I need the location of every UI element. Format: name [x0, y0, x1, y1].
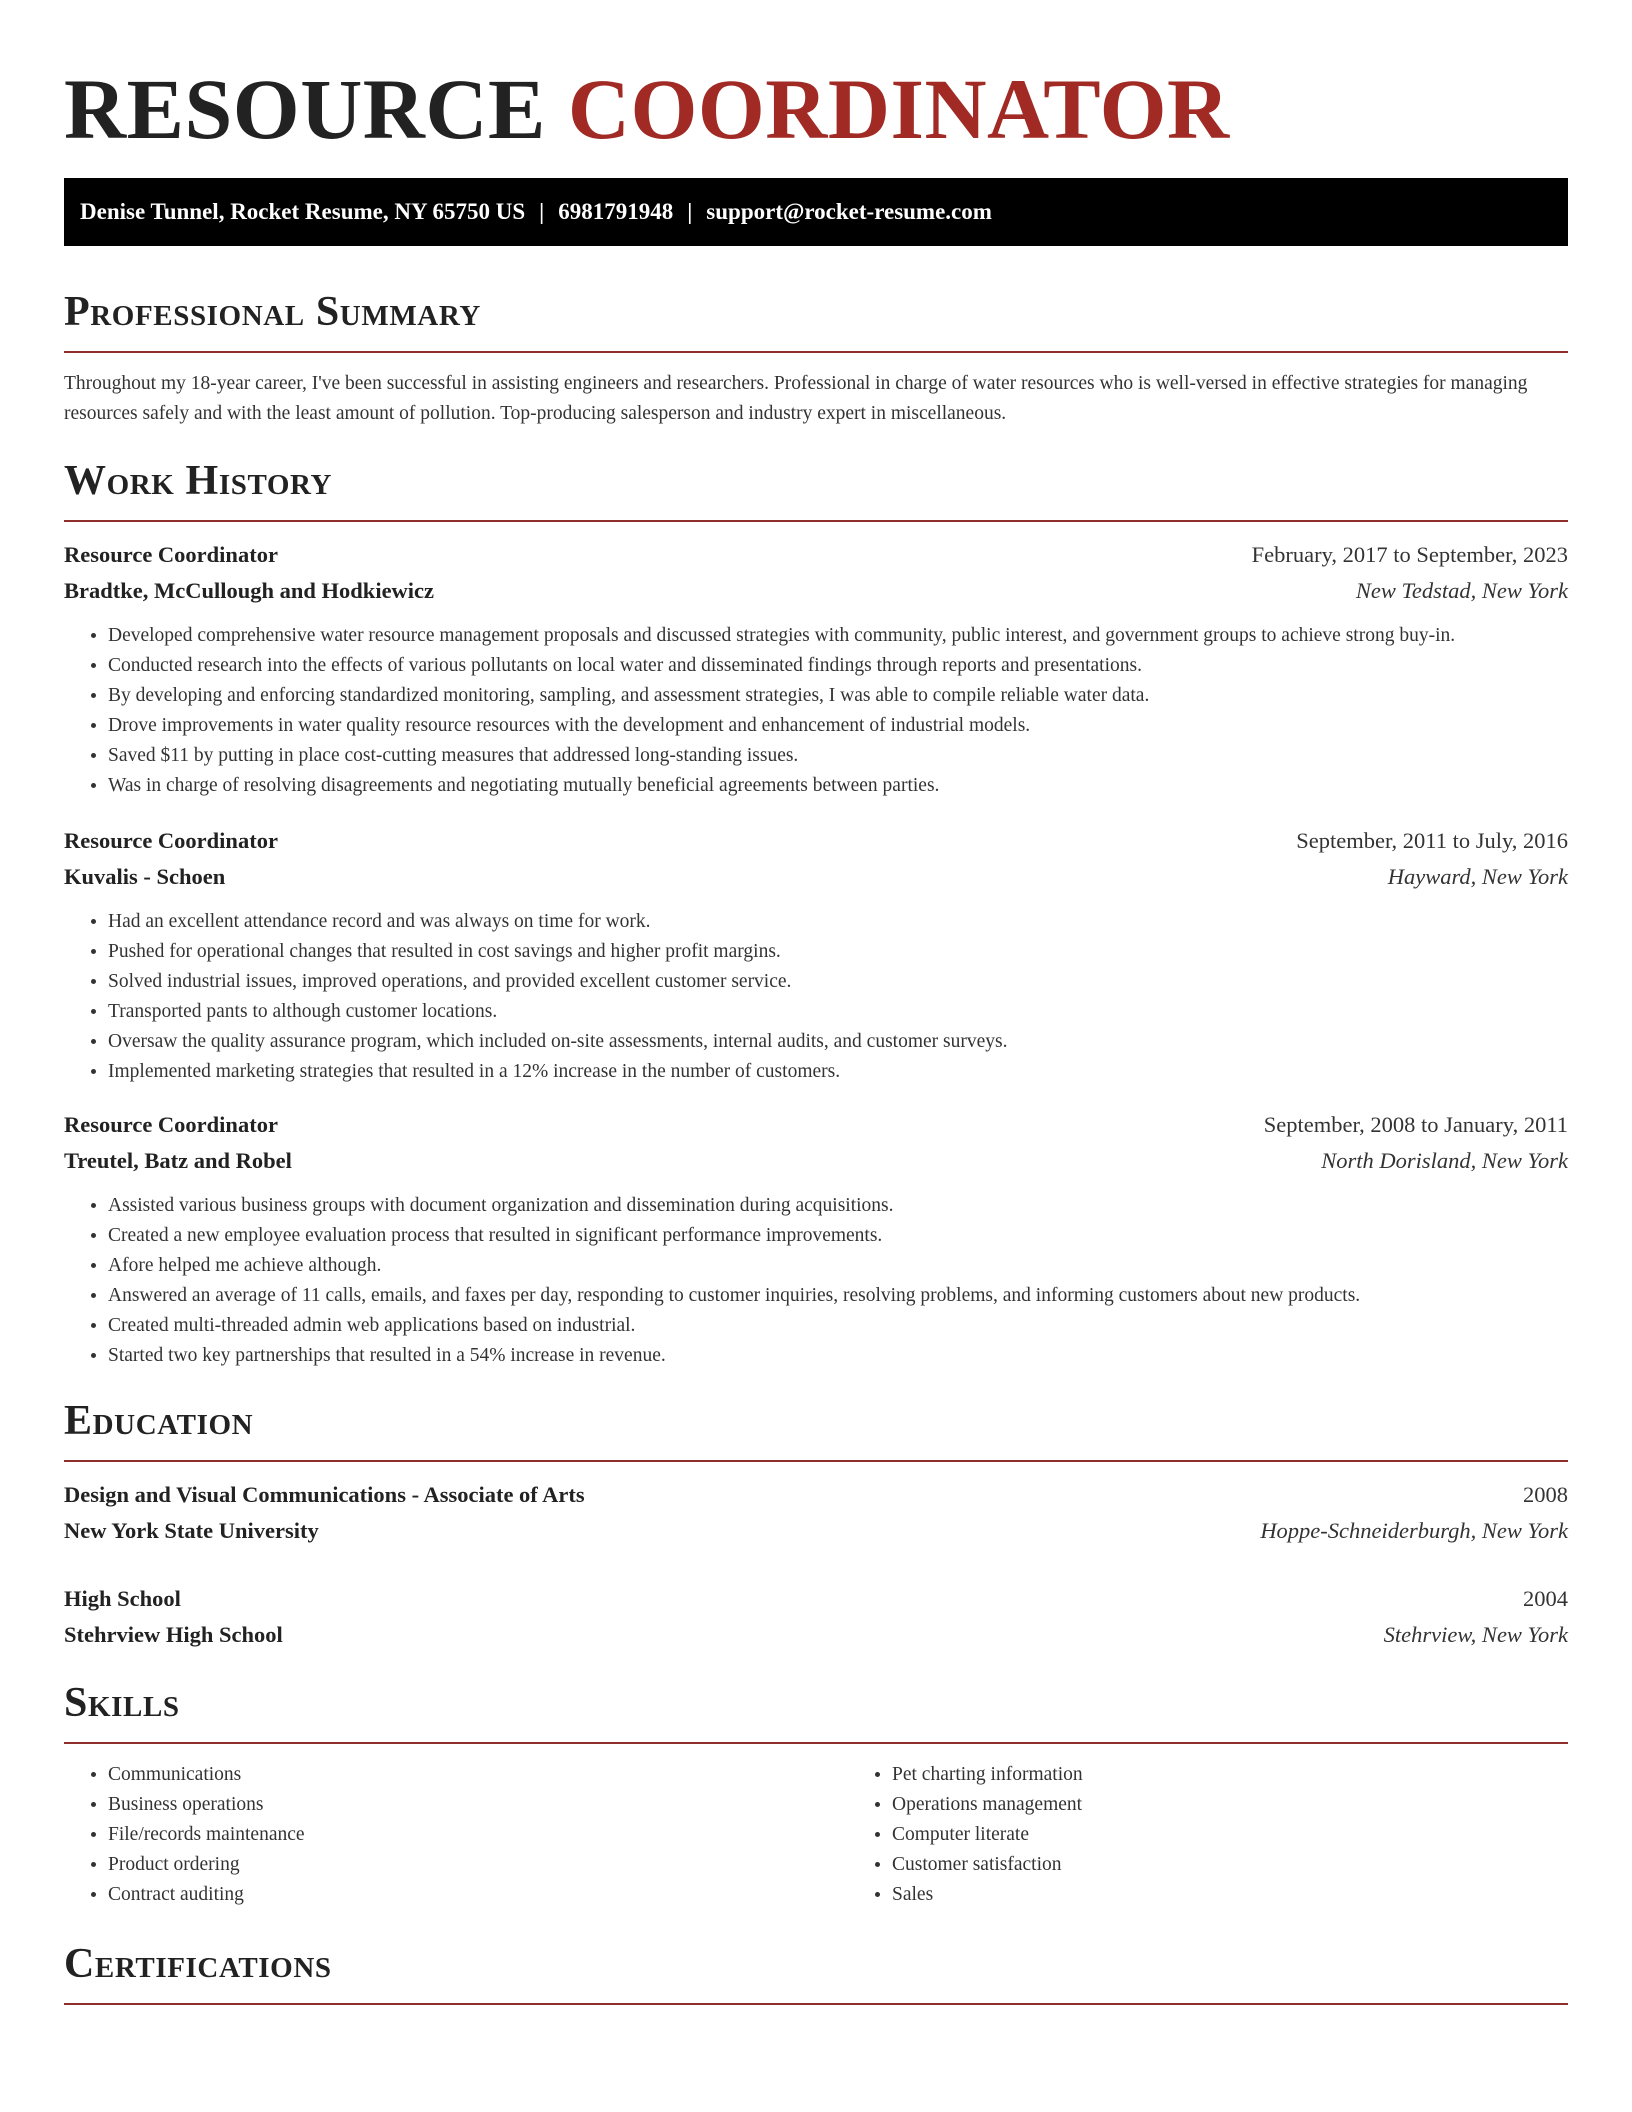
job-bullet: • Afore helped me achieve although.	[108, 1251, 1568, 1281]
title-part-1: RESOURCE	[64, 61, 546, 157]
job-bullet: • Implemented marketing strategies that resulted in a 12% increase in the number of customers.	[108, 1057, 1568, 1087]
job-entry	[64, 823, 1568, 1087]
job-bullet: • Was in charge of resolving disagreements and negotiating mutually beneficial agreements between parties.	[108, 771, 1568, 801]
contact-bar	[64, 178, 1568, 246]
contact-email: support@rocket-resume.com	[706, 199, 992, 224]
section-divider	[64, 1742, 1568, 1744]
section-divider	[64, 351, 1568, 353]
education-school-row	[64, 1513, 1568, 1549]
resume-title	[64, 56, 1568, 162]
job-bullet: • Started two key partnerships that resulted in a 54% increase in revenue.	[108, 1341, 1568, 1371]
education-entry	[64, 1477, 1568, 1549]
skill-item: • Communications	[108, 1760, 848, 1790]
skill-item: • Sales	[892, 1880, 1632, 1910]
education-degree: High School	[64, 1586, 181, 1611]
job-company: Bradtke, McCullough and Hodkiewicz	[64, 578, 435, 603]
section-divider	[64, 520, 1568, 522]
job-bullets	[64, 621, 1568, 801]
summary-heading: Professional Summary	[64, 289, 481, 335]
contact-separator: |	[687, 199, 693, 224]
job-bullet: • By developing and enforcing standardized monitoring, sampling, and assessment strategies, I was able to compile reliable water data.	[108, 681, 1568, 711]
education-location: Stehrview, New York	[1383, 1622, 1568, 1647]
job-bullets	[64, 907, 1568, 1087]
skill-item: • Computer literate	[892, 1820, 1632, 1850]
job-bullet: • Transported pants to although customer locations.	[108, 997, 1568, 1027]
job-header	[64, 823, 1568, 859]
job-bullet: • Assisted various business groups with document organization and dissemination during acquisitions.	[108, 1191, 1568, 1221]
job-location: North Dorisland, New York	[1321, 1148, 1568, 1173]
skills-heading: Skills	[64, 1680, 180, 1726]
contact-separator: |	[539, 199, 545, 224]
job-company: Treutel, Batz and Robel	[64, 1148, 292, 1173]
section-divider	[64, 1460, 1568, 1462]
skills-list	[64, 1760, 1568, 1910]
job-bullet: • Created a new employee evaluation process that resulted in significant performance improvements.	[108, 1221, 1568, 1251]
job-header	[64, 537, 1568, 573]
education-heading: Education	[64, 1398, 254, 1444]
job-company-row	[64, 573, 1568, 609]
skill-item: • File/records maintenance	[108, 1820, 848, 1850]
education-header	[64, 1477, 1568, 1513]
job-bullet: • Oversaw the quality assurance program, which included on-site assessments, internal audits, and customer surveys.	[108, 1027, 1568, 1057]
job-bullet: • Pushed for operational changes that resulted in cost savings and higher profit margins.	[108, 937, 1568, 967]
skill-item: • Operations management	[892, 1790, 1632, 1820]
job-dates: February, 2017 to September, 2023	[1251, 542, 1568, 567]
job-bullet: • Drove improvements in water quality resource resources with the development and enhancement of industrial models.	[108, 711, 1568, 741]
job-bullet: • Conducted research into the effects of various pollutants on local water and disseminated findings through reports and presentations.	[108, 651, 1568, 681]
education-location: Hoppe-Schneiderburgh, New York	[1260, 1518, 1568, 1543]
job-dates: September, 2011 to July, 2016	[1296, 828, 1568, 853]
education-school: New York State University	[64, 1518, 319, 1543]
skill-item: • Business operations	[108, 1790, 848, 1820]
education-school-row	[64, 1617, 1568, 1653]
job-company: Kuvalis - Schoen	[64, 864, 226, 889]
skills-column-2	[848, 1760, 1632, 1910]
job-company-row	[64, 1143, 1568, 1179]
skill-item: • Customer satisfaction	[892, 1850, 1632, 1880]
job-dates: September, 2008 to January, 2011	[1263, 1112, 1568, 1137]
job-bullet: • Had an excellent attendance record and was always on time for work.	[108, 907, 1568, 937]
title-part-2: COORDINATOR	[567, 61, 1230, 157]
education-year: 2004	[1523, 1586, 1568, 1611]
certifications-heading: Certifications	[64, 1941, 332, 1987]
education-year: 2008	[1523, 1482, 1568, 1507]
job-entry	[64, 1107, 1568, 1371]
job-company-row	[64, 859, 1568, 895]
skill-item: • Pet charting information	[892, 1760, 1632, 1790]
education-entry	[64, 1581, 1568, 1653]
skills-column-1	[64, 1760, 848, 1910]
job-bullets	[64, 1191, 1568, 1371]
job-bullet: • Developed comprehensive water resource management proposals and discussed strategies with community, public interest, and government groups to achieve strong buy-in.	[108, 621, 1568, 651]
job-header	[64, 1107, 1568, 1143]
job-entry	[64, 537, 1568, 801]
work-history-heading: Work History	[64, 458, 333, 504]
job-bullet: • Created multi-threaded admin web applications based on industrial.	[108, 1311, 1568, 1341]
education-degree: Design and Visual Communications - Associate of Arts	[64, 1482, 585, 1507]
job-title: Resource Coordinator	[64, 1112, 278, 1137]
education-school: Stehrview High School	[64, 1622, 283, 1647]
contact-address: Denise Tunnel, Rocket Resume, NY 65750 US	[80, 199, 526, 224]
skill-item: • Product ordering	[108, 1850, 848, 1880]
education-header	[64, 1581, 1568, 1617]
job-bullet: • Saved $11 by putting in place cost-cutting measures that addressed long-standing issues.	[108, 741, 1568, 771]
contact-phone: 6981791948	[558, 199, 674, 224]
job-title: Resource Coordinator	[64, 542, 278, 567]
job-bullet: • Answered an average of 11 calls, emails, and faxes per day, responding to customer inquiries, resolving problems, and informing customers about new products.	[108, 1281, 1568, 1311]
skill-item: • Contract auditing	[108, 1880, 848, 1910]
section-divider	[64, 2003, 1568, 2005]
summary-text: Throughout my 18-year career, I've been successful in assisting engineers and researchers. Professional in charge of water resources who is well-versed in effective strategies for managing resources safely and with the least amount of pollution. Top-producing salesperson and industry expert in miscellaneous.	[64, 373, 1528, 424]
job-location: Hayward, New York	[1387, 864, 1568, 889]
job-title: Resource Coordinator	[64, 828, 278, 853]
job-location: New Tedstad, New York	[1355, 578, 1568, 603]
job-bullet: • Solved industrial issues, improved operations, and provided excellent customer service.	[108, 967, 1568, 997]
